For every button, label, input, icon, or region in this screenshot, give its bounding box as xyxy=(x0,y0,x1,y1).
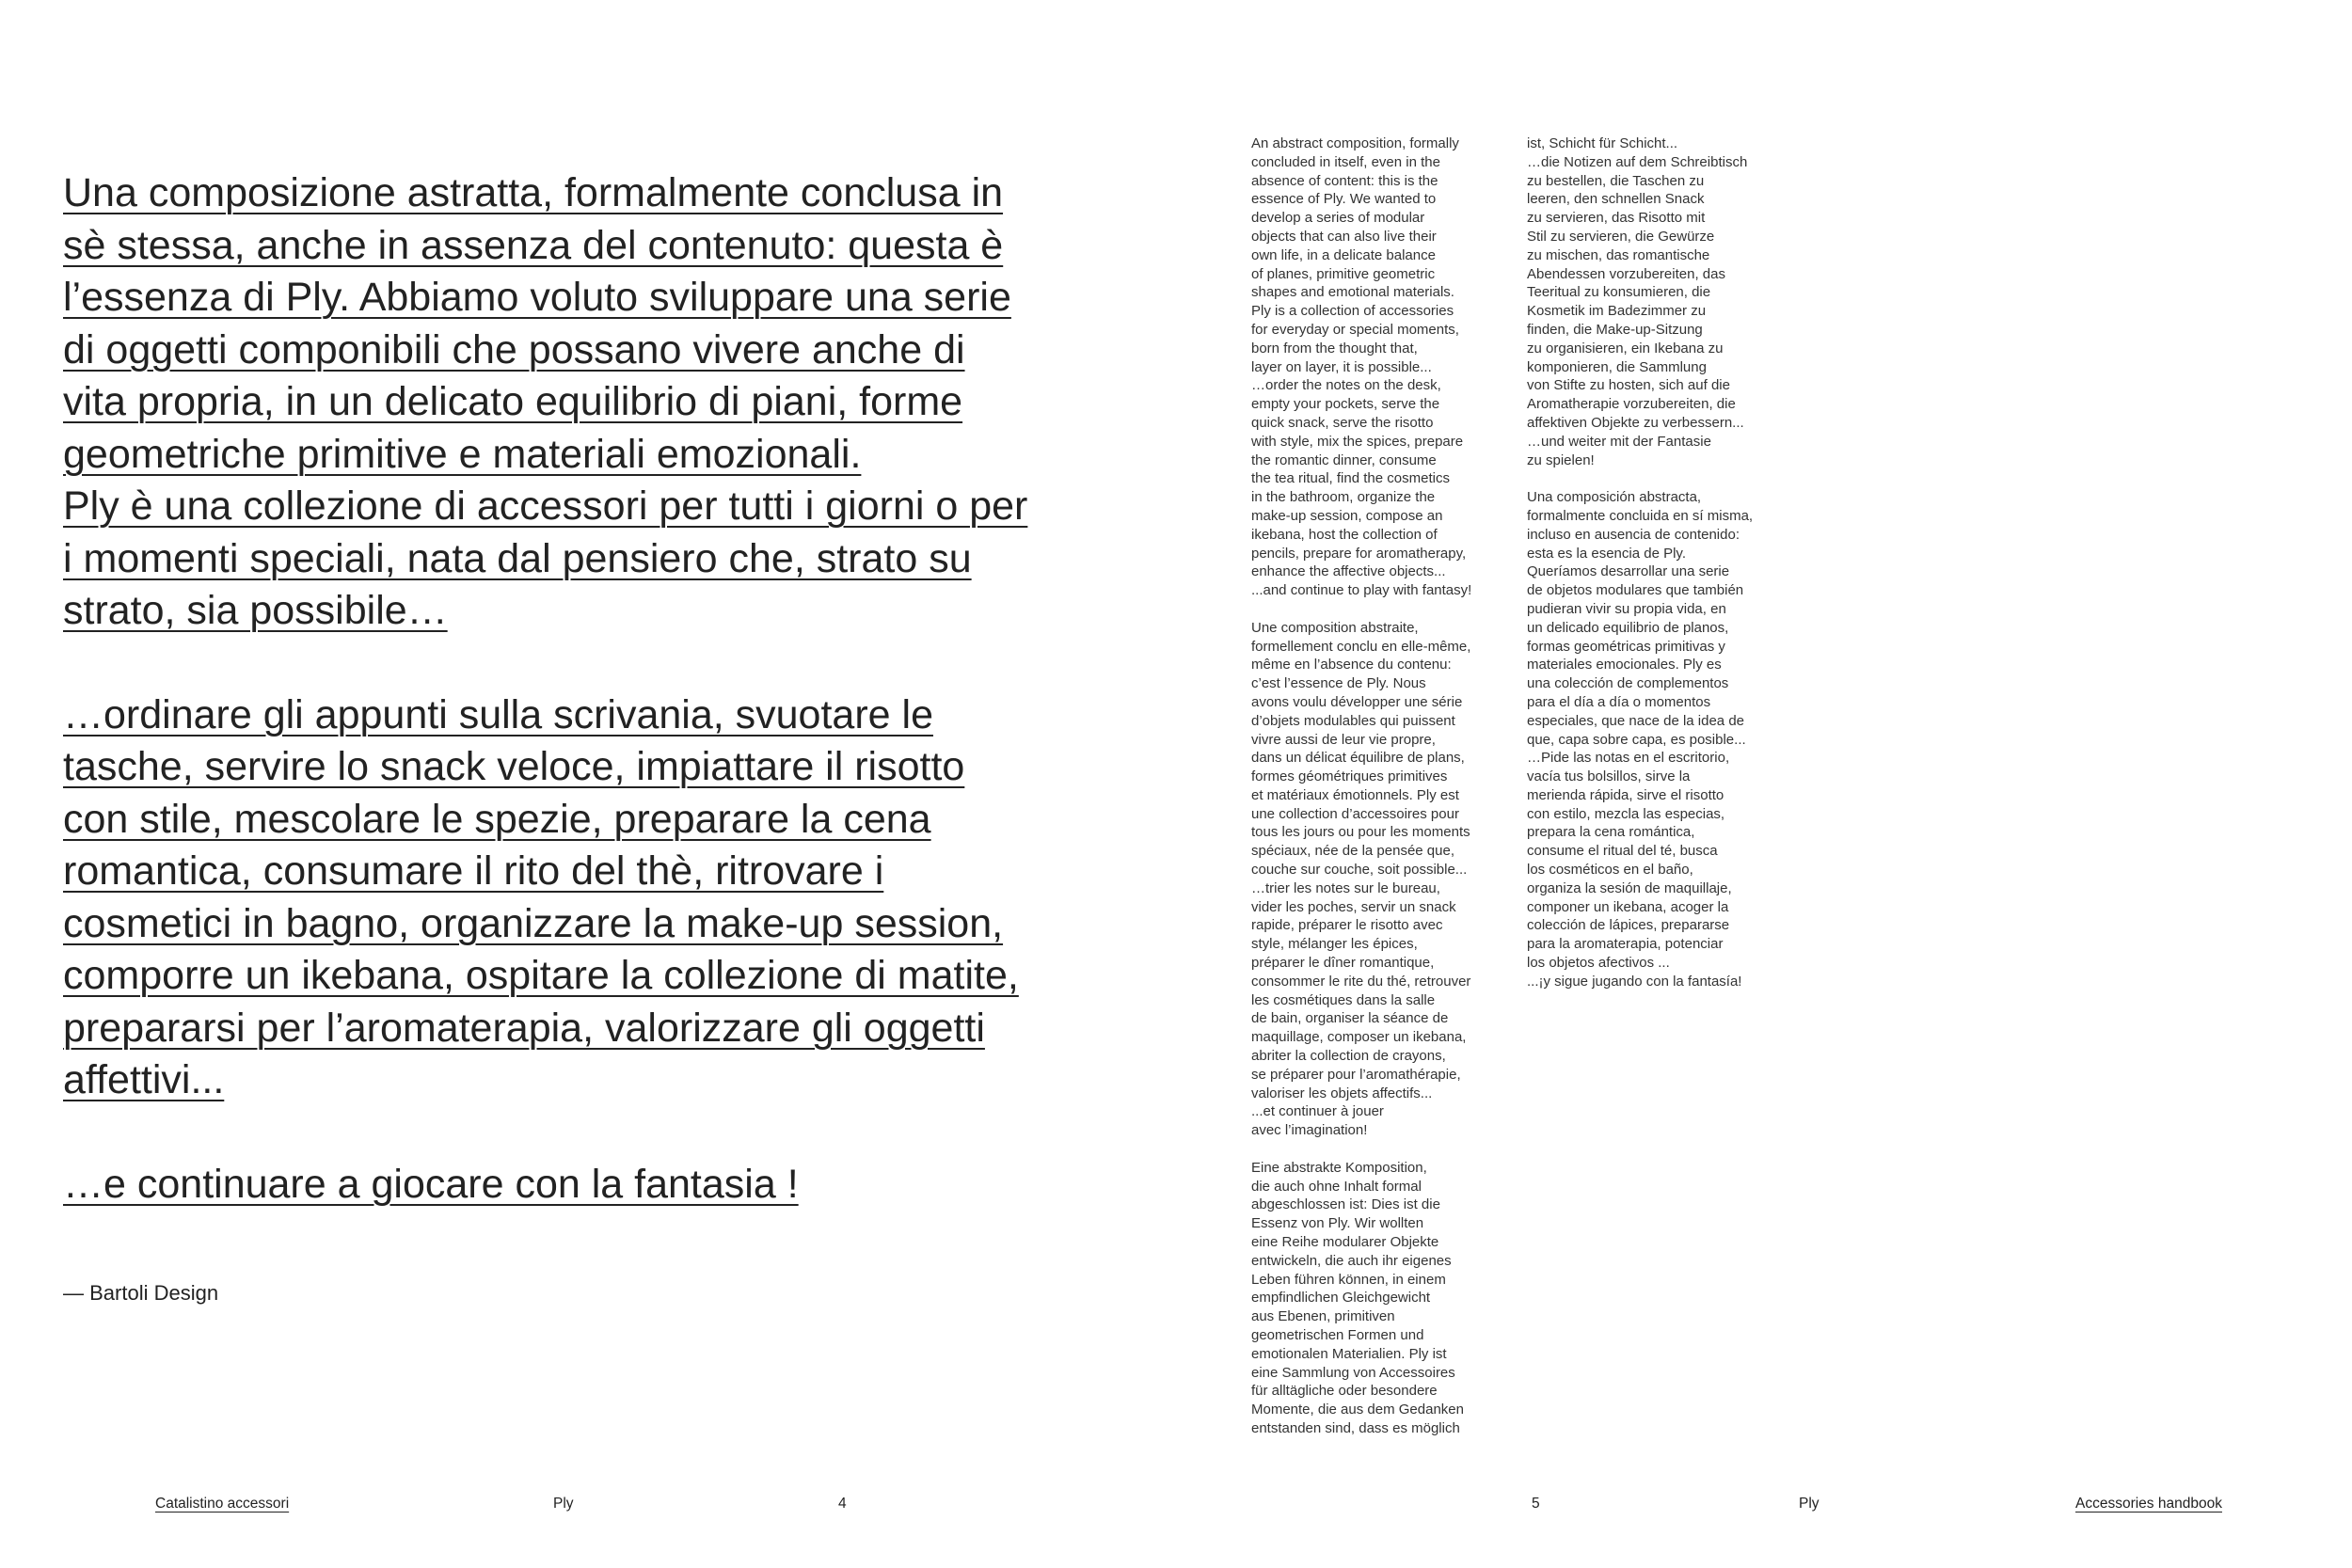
text-line: formalmente concluida en sí misma, xyxy=(1527,507,1754,524)
text-line: born from the thought that, xyxy=(1251,340,1418,356)
text-line: in the bathroom, organize the xyxy=(1251,489,1436,506)
text-line: abriter la collection de crayons, xyxy=(1251,1048,1446,1065)
text-line: valoriser les objets affectifs... xyxy=(1251,1085,1433,1101)
intro-paragraph xyxy=(63,167,1136,638)
text-line: incluso en ausencia de contenido: xyxy=(1527,526,1740,543)
text-line: Eine abstrakte Komposition, xyxy=(1251,1159,1427,1176)
text-line xyxy=(63,585,1136,638)
text-line xyxy=(63,481,1136,533)
text-line: Ply is a collection of accessories xyxy=(1251,303,1454,320)
text-line: formas geométricas primitivas y xyxy=(1527,638,1725,655)
text-line: layer on layer, it is possible... xyxy=(1251,358,1432,375)
text-line: zu spielen! xyxy=(1527,451,1595,468)
text-line xyxy=(63,1159,1136,1212)
text-line: objects that can also live their xyxy=(1251,228,1437,245)
text-line: vider les poches, servir un snack xyxy=(1251,898,1456,915)
text-line: los objetos afectivos ... xyxy=(1527,955,1670,972)
text-line: vacía tus bolsillos, sirve la xyxy=(1527,768,1691,785)
author-credit: — Bartoli Design xyxy=(63,1281,219,1305)
text-line: de objetos modulares que también xyxy=(1527,582,1744,599)
text-line: finden, die Make-up-Sitzung xyxy=(1527,321,1703,338)
underlined-text: sè stessa, anche in assenza del contenuto: questa è xyxy=(63,222,1004,268)
text-line: emotionalen Materialien. Ply ist xyxy=(1251,1345,1447,1362)
text-line: consommer le rite du thé, retrouver xyxy=(1251,973,1471,990)
text-line: own life, in a delicate balance xyxy=(1251,246,1436,263)
text-line xyxy=(63,167,1136,220)
text-line: von Stifte zu hosten, sich auf die xyxy=(1527,377,1730,394)
text-line: c’est l’essence de Ply. Nous xyxy=(1251,675,1426,692)
text-line: Aromatherapie vorzubereiten, die xyxy=(1527,396,1736,413)
text-line: …order the notes on the desk, xyxy=(1251,377,1441,394)
text-line: con estilo, mezcla las especias, xyxy=(1527,805,1725,822)
text-line: ...and continue to play with fantasy! xyxy=(1251,582,1472,599)
text-line: Una composición abstracta, xyxy=(1527,489,1702,506)
english-text xyxy=(1251,135,1505,600)
underlined-text: strato, sia possibile… xyxy=(63,588,448,633)
text-line: …trier les notes sur le bureau, xyxy=(1251,879,1440,896)
text-line: the tea ritual, find the cosmetics xyxy=(1251,470,1450,487)
text-line xyxy=(63,794,1136,847)
text-line: componer un ikebana, acoger la xyxy=(1527,898,1729,915)
text-line: geometrischen Formen und xyxy=(1251,1327,1424,1343)
text-line: que, capa sobre capa, es posible... xyxy=(1527,731,1746,748)
text-line: los cosméticos en el baño, xyxy=(1527,862,1693,879)
text-line: consume el ritual del té, busca xyxy=(1527,843,1718,860)
text-line: Abendessen vorzubereiten, das xyxy=(1527,265,1725,282)
text-line: affektiven Objekte zu verbessern... xyxy=(1527,414,1744,431)
text-line xyxy=(63,325,1136,377)
text-line xyxy=(63,533,1136,586)
text-line: concluded in itself, even in the xyxy=(1251,153,1440,170)
text-line: empfindlichen Gleichgewicht xyxy=(1251,1290,1431,1307)
underlined-text: romantica, consumare il rito del thè, ritrovare i xyxy=(63,848,884,894)
text-line: the romantic dinner, consume xyxy=(1251,451,1437,468)
text-line: …die Notizen auf dem Schreibtisch xyxy=(1527,153,1748,170)
text-line: para la aromaterapia, potenciar xyxy=(1527,936,1724,953)
closing-paragraph xyxy=(63,1159,1136,1212)
text-line xyxy=(63,272,1136,325)
text-line xyxy=(63,898,1136,951)
footer-product-label-left: Ply xyxy=(553,1496,574,1512)
text-line: zu organisieren, ein Ikebana zu xyxy=(1527,340,1724,356)
text-line xyxy=(63,1003,1136,1055)
text-line: Stil zu servieren, die Gewürze xyxy=(1527,228,1715,245)
underlined-text: prepararsi per l’aromaterapia, valorizzare gli oggetti xyxy=(63,1005,985,1051)
underlined-text: Una composizione astratta, formalmente conclusa in xyxy=(63,170,1004,215)
text-line: ...¡y sigue jugando con la fantasía! xyxy=(1527,973,1742,990)
text-line xyxy=(63,429,1136,482)
text-line: absence of content: this is the xyxy=(1251,172,1438,189)
underlined-text: comporre un ikebana, ospitare la collezione di matite, xyxy=(63,953,1019,998)
underlined-text: Ply è una collezione di accessori per tutti i giorni o per xyxy=(63,483,1028,529)
text-line: vivre aussi de leur vie propre, xyxy=(1251,731,1436,748)
text-line: même en l’absence du contenu: xyxy=(1251,657,1452,673)
text-line: tous les jours ou pour les moments xyxy=(1251,824,1470,841)
text-line xyxy=(63,376,1136,429)
text-line xyxy=(63,950,1136,1003)
translation-column-1 xyxy=(1251,135,1505,1438)
text-line: style, mélanger les épices, xyxy=(1251,936,1418,953)
text-line: una colección de complementos xyxy=(1527,675,1729,692)
underlined-text: l’essenza di Ply. Abbiamo voluto sviluppare una serie xyxy=(63,275,1011,320)
text-line: se préparer pour l’aromathérapie, xyxy=(1251,1066,1461,1083)
text-line: zu mischen, das romantische xyxy=(1527,246,1710,263)
text-line: colección de lápices, prepararse xyxy=(1527,917,1730,934)
footer-product-label-right: Ply xyxy=(1799,1496,1820,1512)
text-line: An abstract composition, formally xyxy=(1251,135,1459,151)
text-line: ...et continuer à jouer xyxy=(1251,1103,1384,1120)
underlined-text: cosmetici in bagno, organizzare la make-up session, xyxy=(63,900,1004,946)
text-line: materiales emocionales. Ply es xyxy=(1527,657,1722,673)
text-line: leeren, den schnellen Snack xyxy=(1527,191,1705,208)
text-line: organiza la sesión de maquillaje, xyxy=(1527,879,1732,896)
text-line: para el día a día o momentos xyxy=(1527,693,1711,710)
underlined-text: con stile, mescolare le spezie, preparare la cena xyxy=(63,796,931,842)
underlined-text: tasche, servire lo snack veloce, impiattare il risotto xyxy=(63,744,965,789)
text-line: merienda rápida, sirve el risotto xyxy=(1527,786,1724,803)
text-line: ikebana, host the collection of xyxy=(1251,526,1438,543)
text-line: et matériaux émotionnels. Ply est xyxy=(1251,786,1459,803)
text-line: un delicado equilibrio de planos, xyxy=(1527,619,1729,636)
text-line: …und weiter mit der Fantasie xyxy=(1527,433,1711,450)
german-text xyxy=(1251,1159,1505,1438)
text-line: Momente, die aus dem Gedanken xyxy=(1251,1402,1464,1418)
text-line: essence of Ply. We wanted to xyxy=(1251,191,1437,208)
text-line: esta es la esencia de Ply. xyxy=(1527,545,1686,562)
underlined-text: affettivi... xyxy=(63,1057,225,1102)
text-line xyxy=(63,689,1136,742)
underlined-text: di oggetti componibili che possano vivere anche di xyxy=(63,326,965,372)
text-line: entwickeln, die auch ihr eigenes xyxy=(1251,1252,1452,1269)
text-line: …Pide las notas en el escritorio, xyxy=(1527,750,1730,767)
text-line: abgeschlossen ist: Dies ist die xyxy=(1251,1196,1440,1213)
page-number-right: 5 xyxy=(1532,1496,1540,1512)
text-line: Une composition abstraite, xyxy=(1251,619,1419,636)
footer-catalog-label: Catalistino accessori xyxy=(155,1496,290,1512)
text-line: formes géométriques primitives xyxy=(1251,768,1448,785)
italian-intro-text xyxy=(63,167,1136,1211)
text-line: for everyday or special moments, xyxy=(1251,321,1459,338)
text-line: maquillage, composer un ikebana, xyxy=(1251,1029,1467,1046)
text-line: Kosmetik im Badezimmer zu xyxy=(1527,303,1707,320)
text-line xyxy=(63,1054,1136,1107)
french-text xyxy=(1251,619,1505,1140)
underlined-text: vita propria, in un delicato equilibrio di piani, forme xyxy=(63,379,963,424)
text-line: spéciaux, née de la pensée que, xyxy=(1251,843,1454,860)
text-line: une collection d’accessoires pour xyxy=(1251,805,1459,822)
text-line: zu bestellen, die Taschen zu xyxy=(1527,172,1705,189)
text-line: de bain, organiser la séance de xyxy=(1251,1010,1449,1027)
text-line: komponieren, die Sammlung xyxy=(1527,358,1707,375)
spanish-text xyxy=(1527,488,1790,991)
text-line: prepara la cena romántica, xyxy=(1527,824,1695,841)
text-line: aus Ebenen, primitiven xyxy=(1251,1308,1395,1325)
text-line: of planes, primitive geometric xyxy=(1251,265,1436,282)
text-line: die auch ohne Inhalt formal xyxy=(1251,1178,1422,1195)
text-line xyxy=(63,220,1136,273)
text-line: formellement conclu en elle-même, xyxy=(1251,638,1471,655)
text-line: pencils, prepare for aromatherapy, xyxy=(1251,545,1467,562)
text-line: ist, Schicht für Schicht... xyxy=(1527,135,1678,151)
text-line xyxy=(63,741,1136,794)
text-line: für alltägliche oder besondere xyxy=(1251,1383,1438,1400)
text-line: with style, mix the spices, prepare xyxy=(1251,433,1464,450)
text-line: eine Sammlung von Accessoires xyxy=(1251,1364,1455,1381)
underlined-text: i momenti speciali, nata dal pensiero che, strato su xyxy=(63,535,972,581)
text-line: develop a series of modular xyxy=(1251,210,1425,227)
footer-handbook-label: Accessories handbook xyxy=(2075,1496,2222,1512)
underlined-text: …ordinare gli appunti sulla scrivania, svuotare le xyxy=(63,691,933,737)
text-line: avons voulu développer une série xyxy=(1251,693,1463,710)
text-line: empty your pockets, serve the xyxy=(1251,396,1440,413)
text-line: couche sur couche, soit possible... xyxy=(1251,862,1468,879)
text-line: rapide, préparer le risotto avec xyxy=(1251,917,1443,934)
german-text-continued xyxy=(1527,135,1790,469)
text-line: Essenz von Ply. Wir wollten xyxy=(1251,1215,1424,1232)
text-line: shapes and emotional materials. xyxy=(1251,284,1454,301)
text-line: entstanden sind, dass es möglich xyxy=(1251,1419,1460,1436)
text-line: pudieran vivir su propia vida, en xyxy=(1527,600,1726,617)
text-line: Queríamos desarrollar una serie xyxy=(1527,563,1730,580)
text-line: dans un délicat équilibre de plans, xyxy=(1251,750,1465,767)
text-line: zu servieren, das Risotto mit xyxy=(1527,210,1706,227)
page-number-left: 4 xyxy=(838,1496,847,1512)
text-line: avec l’imagination! xyxy=(1251,1122,1368,1139)
underlined-text: …e continuare a giocare con la fantasia ! xyxy=(63,1161,799,1207)
text-line: d’objets modulables qui puissent xyxy=(1251,712,1455,729)
translation-column-2 xyxy=(1527,135,1790,991)
right-page xyxy=(1176,0,2352,1568)
activities-paragraph xyxy=(63,689,1136,1107)
text-line: eine Reihe modularer Objekte xyxy=(1251,1234,1439,1251)
text-line: quick snack, serve the risotto xyxy=(1251,414,1434,431)
underlined-text: geometriche primitive e materiali emozionali. xyxy=(63,431,862,477)
text-line xyxy=(63,846,1136,898)
text-line: especiales, que nace de la idea de xyxy=(1527,712,1745,729)
text-line: enhance the affective objects... xyxy=(1251,563,1446,580)
text-line: les cosmétiques dans la salle xyxy=(1251,991,1436,1008)
text-line: make-up session, compose an xyxy=(1251,507,1443,524)
text-line: préparer le dîner romantique, xyxy=(1251,955,1435,972)
text-line: Leben führen können, in einem xyxy=(1251,1271,1446,1288)
text-line: Teeritual zu konsumieren, die xyxy=(1527,284,1711,301)
